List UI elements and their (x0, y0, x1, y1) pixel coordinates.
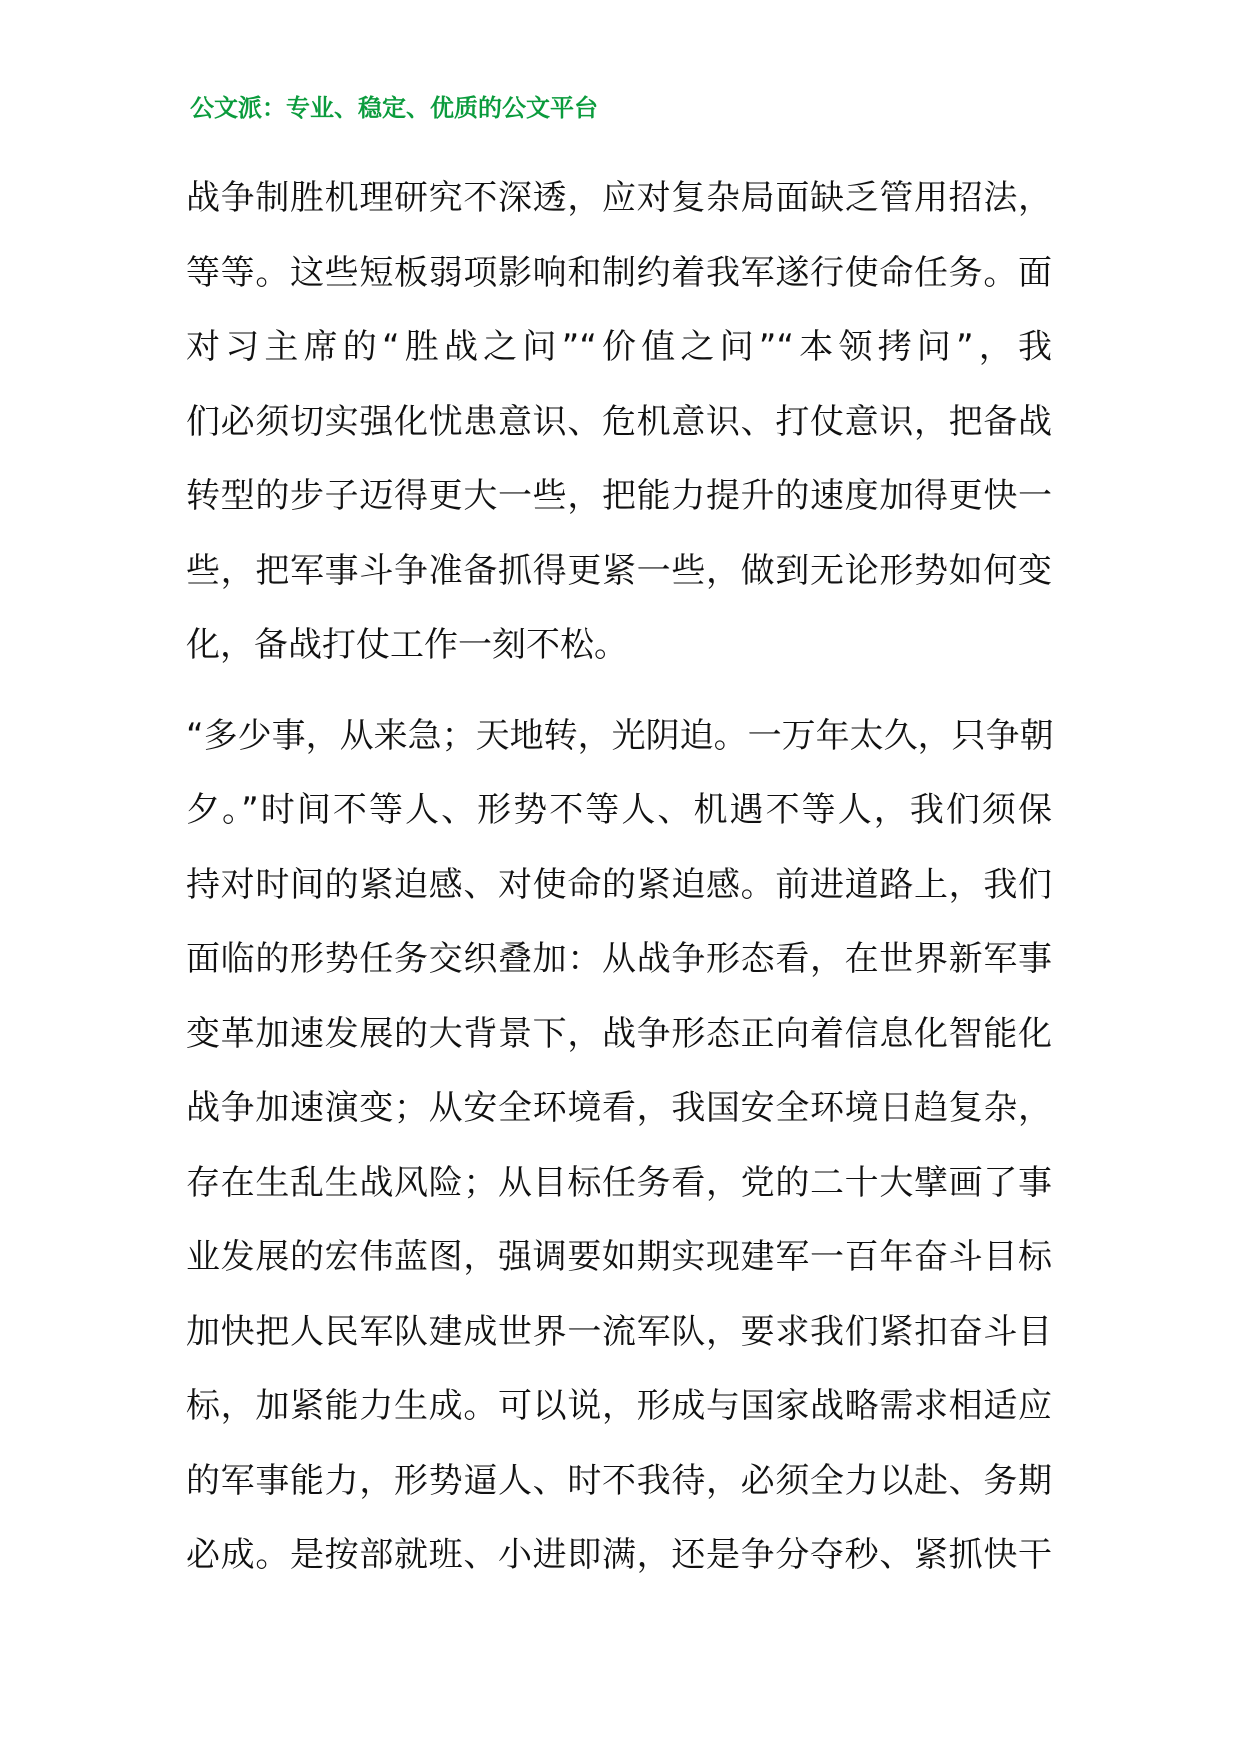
text-line: 必成。是按部就班、小进即满，还是争分夺秒、紧抓快干 (186, 1535, 1052, 1575)
text-line: 持对时间的紧迫感、对使命的紧迫感。前进道路上，我们 (186, 864, 1052, 905)
text-line: 变革加速发展的大背景下，战争形态正向着信息化智能化 (186, 1013, 1052, 1054)
document-body (186, 168, 1052, 1600)
text-line: “多少事，从来急；天地转，光阴迫。一万年太久，只争朝 (186, 715, 1054, 756)
text-line: 战争制胜机理研究不深透，应对复杂局面缺乏管用招法， (186, 178, 1052, 218)
text-line: 等等。这些短板弱项影响和制约着我军遂行使命任务。面 (186, 252, 1052, 293)
text-line: 存在生乱生战风险；从目标任务看，党的二十大擘画了事 (186, 1162, 1052, 1203)
text-line: 的军事能力，形势逼人、时不我待，必须全力以赴、务期 (186, 1460, 1052, 1501)
paragraph-1 (186, 168, 1052, 690)
text-line: 夕。”时间不等人、形势不等人、机遇不等人，我们须保 (186, 790, 1052, 830)
text-line: 化，备战打仗工作一刻不松。 (186, 625, 628, 665)
text-line: 标，加紧能力生成。可以说，形成与国家战略需求相适应 (186, 1386, 1052, 1426)
page-header: 公文派：专业、稳定、优质的公文平台 (190, 94, 598, 122)
text-line: 面临的形势任务交织叠加：从战争形态看，在世界新军事 (186, 939, 1052, 979)
text-line: 对习主席的“胜战之问”“价值之问”“本领拷问”，我 (186, 327, 1052, 367)
paragraph-2 (186, 706, 1052, 1600)
text-line: 加快把人民军队建成世界一流军队，要求我们紧扣奋斗目 (186, 1311, 1052, 1352)
text-line: 些，把军事斗争准备抓得更紧一些，做到无论形势如何变 (186, 550, 1052, 591)
paragraph-gap (186, 690, 1052, 706)
text-line: 们必须切实强化忧患意识、危机意识、打仗意识，把备战 (186, 401, 1052, 442)
text-line: 业发展的宏伟蓝图，强调要如期实现建军一百年奋斗目标 (186, 1237, 1052, 1277)
text-line: 战争加速演变；从安全环境看，我国安全环境日趋复杂， (186, 1088, 1052, 1128)
text-line: 转型的步子迈得更大一些，把能力提升的速度加得更快一 (186, 476, 1052, 516)
